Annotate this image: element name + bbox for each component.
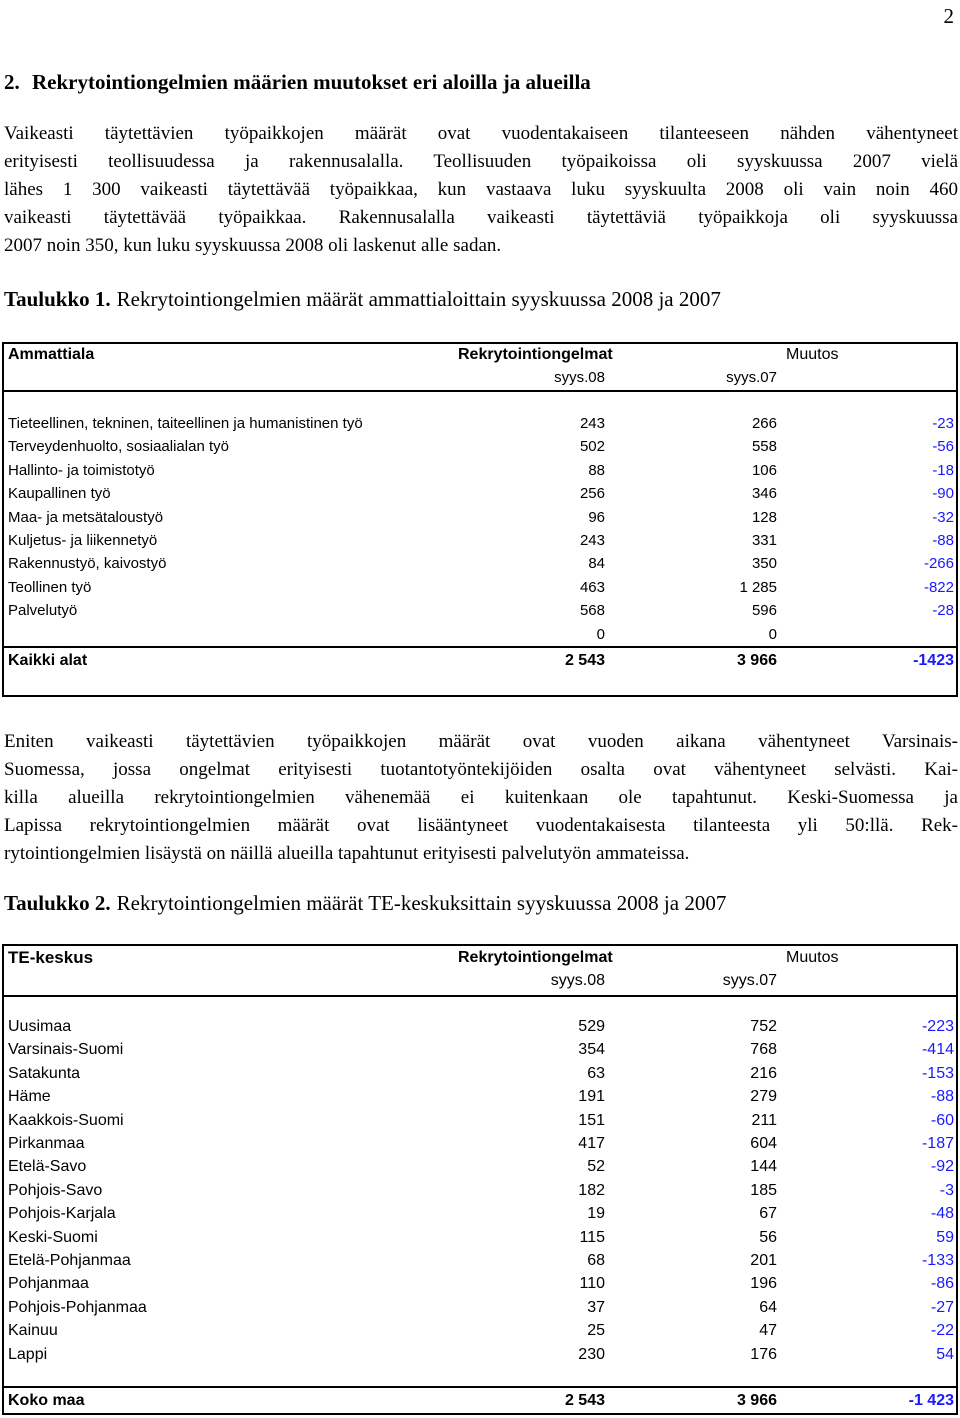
value-change: -18 — [932, 461, 954, 479]
row-label: Lappi — [8, 1345, 48, 1363]
value-2007: 106 — [751, 461, 777, 479]
value-change: -88 — [932, 532, 954, 549]
value-2008: 529 — [578, 1018, 605, 1035]
paragraph-line: Eniten vaikeasti täytettävien työpaikkojen määrät ovat vuoden aikana vähentyneet Varsinais- — [4, 731, 958, 752]
value-change: -28 — [932, 602, 954, 620]
paragraph-line: 2007 noin 350, kun luku syyskuussa 2008 oli laskenut alle sadan. — [4, 235, 502, 256]
paragraph-2 — [4, 728, 958, 868]
value-2007: 346 — [751, 485, 777, 503]
table-2-caption — [4, 891, 726, 916]
total-row — [4, 646, 956, 678]
value-2007: 596 — [751, 602, 777, 620]
column-header-2008: syys.08 — [550, 972, 605, 989]
value-2008: 110 — [579, 1275, 605, 1293]
row-label: Terveydenhuolto, sosiaalialan työ — [8, 438, 229, 456]
paragraph-line: erityisesti teollisuudessa ja rakennusalalla. Teollisuuden työpaikoissa oli syyskuussa 2007 vielä — [4, 151, 958, 172]
row-label: Kuljetus- ja liikennetyö — [8, 532, 158, 549]
row-label: Uusimaa — [8, 1018, 72, 1035]
row-label: Pirkanmaa — [8, 1135, 85, 1152]
total-2008: 2 543 — [564, 1392, 605, 1409]
value-change: -3 — [939, 1181, 954, 1199]
row-label: Pohjois-Savo — [8, 1181, 103, 1199]
value-change: -187 — [921, 1135, 954, 1152]
value-2008: 63 — [587, 1064, 605, 1082]
value-2007: 64 — [759, 1298, 777, 1316]
value-2007: 266 — [751, 415, 777, 432]
value-2008: 84 — [588, 555, 605, 573]
value-2007: 558 — [751, 438, 777, 456]
value-change: -27 — [930, 1298, 954, 1316]
column-header-occupation: Ammattiala — [8, 346, 95, 363]
value-2007: 279 — [750, 1088, 777, 1106]
paragraph-line: killa alueilla rekrytointiongelmien vähenemää ei kuitenkaan ole tapahtunut. Keski-Suomessa ja — [4, 787, 958, 808]
value-2008: 25 — [587, 1322, 605, 1340]
paragraph-line: lähes 1 300 vaikeasti täytettävää työpaikkaa, kun vastaava luku syyskuulta 2008 oli vain noin 460 — [4, 179, 958, 200]
value-2008: 0 — [596, 625, 605, 643]
group-header: Rekrytointiongelmat — [458, 346, 613, 363]
group-header: Rekrytointiongelmat — [458, 949, 613, 966]
table-2-header — [4, 946, 956, 997]
table-1-caption — [4, 287, 721, 312]
value-change: -23 — [932, 415, 954, 432]
value-2007: 128 — [751, 508, 777, 526]
value-2008: 37 — [587, 1298, 605, 1316]
table-2 — [2, 944, 958, 1415]
column-header-2007: syys.07 — [722, 972, 777, 989]
value-2008: 256 — [579, 485, 605, 503]
value-2008: 243 — [579, 532, 605, 549]
value-2007: 211 — [751, 1111, 777, 1129]
value-2007: 67 — [759, 1205, 777, 1223]
value-2008: 502 — [579, 438, 605, 456]
value-2007: 144 — [750, 1158, 777, 1176]
value-2008: 96 — [588, 508, 605, 526]
row-label: Kaupallinen työ — [8, 485, 111, 503]
value-2007: 185 — [750, 1181, 777, 1199]
value-2007: 201 — [750, 1252, 777, 1269]
value-2008: 182 — [578, 1181, 605, 1199]
value-2008: 115 — [579, 1228, 605, 1246]
row-label: Etelä-Pohjanmaa — [8, 1252, 131, 1269]
value-change: -133 — [921, 1252, 954, 1269]
total-change: -1 423 — [908, 1392, 954, 1409]
total-2007: 3 966 — [736, 1392, 777, 1409]
table-2-caption-label: Taulukko 2. — [4, 891, 111, 915]
column-header-2008: syys.08 — [554, 369, 605, 386]
value-change: -22 — [930, 1322, 954, 1340]
table-1 — [2, 342, 958, 697]
value-change: -266 — [923, 555, 954, 573]
row-label: Kainuu — [8, 1322, 58, 1340]
row-label: Pohjois-Karjala — [8, 1205, 116, 1223]
value-2008: 417 — [578, 1135, 605, 1152]
value-2008: 52 — [587, 1158, 605, 1176]
value-2008: 354 — [578, 1041, 605, 1059]
value-2007: 331 — [751, 532, 777, 549]
value-2008: 151 — [578, 1111, 605, 1129]
value-2008: 568 — [579, 602, 605, 620]
value-change: -414 — [921, 1041, 954, 1059]
total-2008: 2 543 — [564, 652, 605, 669]
table-1-caption-text: Rekrytointiongelmien määrät ammattialoittain syyskuussa 2008 ja 2007 — [116, 287, 721, 311]
row-label: Teollinen työ — [8, 578, 92, 596]
section-number: 2. — [4, 70, 20, 94]
paragraph-line: Suomessa, jossa ongelmat erityisesti tuotantotyöntekijöiden osalta ovat vähentyneet selvästi. Kai- — [4, 759, 958, 780]
value-change: -60 — [930, 1111, 954, 1129]
table-1-header — [4, 344, 956, 392]
value-2007: 196 — [750, 1275, 777, 1293]
total-change: -1423 — [913, 652, 954, 669]
table-2-caption-text: Rekrytointiongelmien määrät TE-keskuksittain syyskuussa 2008 ja 2007 — [116, 891, 727, 915]
value-change: -32 — [932, 508, 954, 526]
value-2008: 463 — [579, 578, 605, 596]
value-2007: 350 — [751, 555, 777, 573]
value-2008: 230 — [578, 1345, 605, 1363]
row-label: Satakunta — [8, 1064, 81, 1082]
value-change: -86 — [930, 1275, 954, 1293]
paragraph-line: rytointiongelmien lisäystä on näillä alueilla tapahtunut erityisesti palvelutyön ammateissa. — [4, 843, 690, 864]
table-1-caption-label: Taulukko 1. — [4, 287, 111, 311]
value-2007: 56 — [759, 1228, 777, 1246]
value-change: -223 — [921, 1018, 954, 1035]
total-label: Koko maa — [8, 1392, 85, 1409]
section-title: Rekrytointiongelmien määrien muutokset eri aloilla ja alueilla — [32, 70, 591, 94]
paragraph-1 — [4, 120, 958, 260]
row-label: Pohjanmaa — [8, 1275, 89, 1293]
value-change: -822 — [923, 578, 954, 596]
total-2007: 3 966 — [736, 652, 777, 669]
row-label: Kaakkois-Suomi — [8, 1111, 124, 1129]
paragraph-line: Vaikeasti täytettävien työpaikkojen määrät ovat vuodentakaiseen tilanteeseen nähden vähentyneet — [4, 123, 958, 144]
change-header: Muutos — [786, 346, 839, 363]
value-2008: 68 — [587, 1252, 605, 1269]
value-2008: 88 — [588, 461, 605, 479]
value-change: 59 — [936, 1228, 954, 1246]
row-label: Keski-Suomi — [8, 1228, 98, 1246]
value-change: -90 — [932, 485, 954, 503]
value-change: 54 — [936, 1345, 954, 1363]
value-2007: 216 — [750, 1064, 777, 1082]
value-2007: 0 — [768, 625, 777, 643]
row-label: Rakennustyö, kaivostyö — [8, 555, 167, 573]
row-label: Tieteellinen, tekninen, taiteellinen ja humanistinen työ — [8, 415, 363, 432]
value-2007: 752 — [750, 1018, 777, 1035]
row-label: Häme — [8, 1088, 51, 1106]
value-2008: 19 — [587, 1205, 605, 1223]
page-number: 2 — [943, 4, 954, 28]
value-change: -153 — [921, 1064, 954, 1082]
column-header-te-centre: TE-keskus — [8, 948, 94, 967]
row-label: Hallinto- ja toimistotyö — [8, 461, 155, 479]
value-2008: 243 — [579, 415, 605, 432]
change-header: Muutos — [786, 949, 839, 966]
value-2007: 176 — [750, 1345, 777, 1363]
value-change: -56 — [932, 438, 954, 456]
value-change: -92 — [930, 1158, 954, 1176]
value-2007: 47 — [759, 1322, 777, 1340]
total-row — [4, 1386, 956, 1418]
value-change: -88 — [930, 1088, 954, 1106]
row-label: Palvelutyö — [8, 602, 78, 620]
value-2008: 191 — [578, 1088, 605, 1106]
row-label: Pohjois-Pohjanmaa — [8, 1298, 147, 1316]
value-2007: 604 — [750, 1135, 777, 1152]
section-heading — [4, 70, 591, 95]
paragraph-line: Lapissa rekrytointiongelmien määrät ovat lisääntyneet vuodentakaisesta tilanteesta yli 50:llä. Rek- — [4, 815, 958, 836]
value-2007: 768 — [750, 1041, 777, 1059]
row-label: Etelä-Savo — [8, 1158, 87, 1176]
column-header-2007: syys.07 — [726, 369, 777, 386]
row-label: Maa- ja metsätaloustyö — [8, 508, 164, 526]
total-label: Kaikki alat — [8, 652, 88, 669]
paragraph-line: vaikeasti täytettävää työpaikkaa. Rakennusalalla vaikeasti täytettäviä työpaikkoja oli syyskuussa — [4, 207, 958, 228]
value-change: -48 — [930, 1205, 954, 1223]
value-2007: 1 285 — [739, 578, 777, 596]
row-label: Varsinais-Suomi — [8, 1041, 124, 1059]
